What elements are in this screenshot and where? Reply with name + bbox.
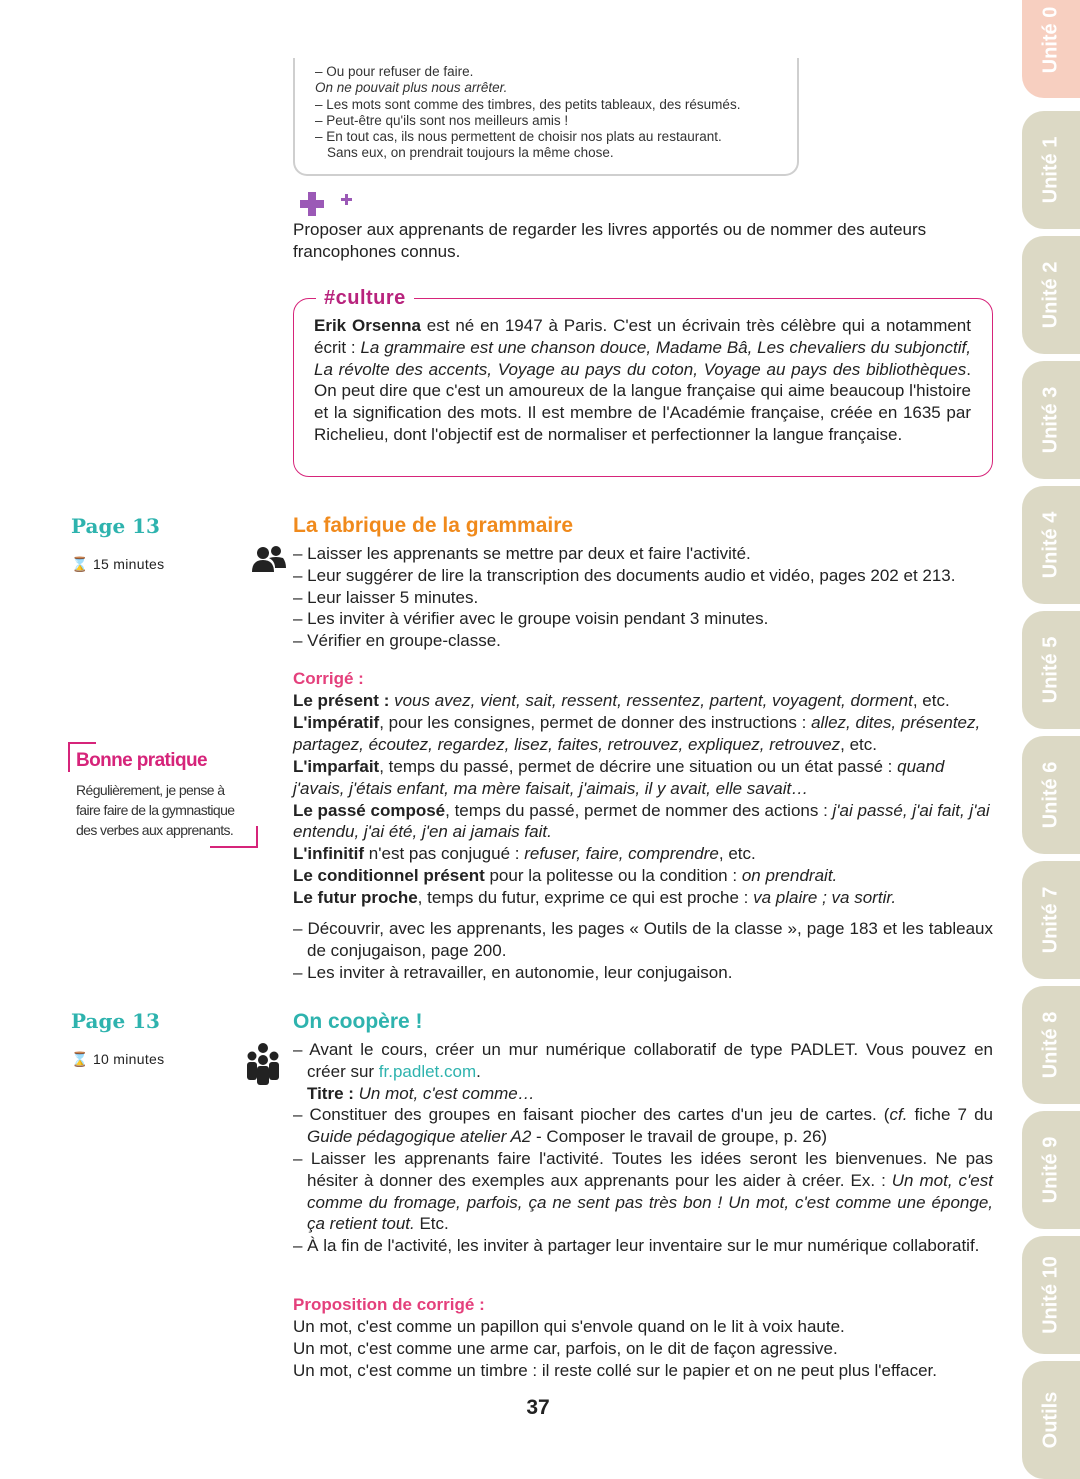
list-item bbox=[293, 1039, 993, 1083]
tab-label: Unité 0 bbox=[1039, 6, 1062, 74]
list-item: – Leur suggérer de lire la transcription des documents audio et vidéo, pages 202 et 213. bbox=[293, 565, 956, 585]
text: , temps du passé, permet de décrire une situation ou un état passé : bbox=[379, 756, 898, 776]
example-text: La grammaire est une chanson douce, Madame Bâ, Les chevaliers du subjonctif, La révolte des accents, Voyage au pays du coton, Voyage au pays des bibliothèques bbox=[314, 337, 971, 379]
tab-label: Unité 3 bbox=[1039, 386, 1062, 454]
tab-unite-7[interactable] bbox=[1022, 861, 1080, 979]
list-item bbox=[293, 1104, 993, 1148]
step-text: – Avant le cours, créer un mur numérique collaboratif de type PADLET. Vous pouvez en créer sur bbox=[293, 1040, 993, 1081]
plus-small-icon bbox=[341, 194, 352, 205]
plus-icon bbox=[300, 192, 324, 216]
pair-icon bbox=[252, 546, 286, 577]
bonne-pratique-title: Bonne pratique bbox=[76, 750, 207, 771]
quote-line: – Les mots sont comme des timbres, des petits tableaux, des résumés. bbox=[315, 96, 741, 112]
tab-unite-2[interactable] bbox=[1022, 236, 1080, 354]
duration bbox=[71, 556, 164, 573]
quote-line: – Peut-être qu'ils sont nos meilleurs amis ! bbox=[315, 112, 569, 128]
text: pour la politesse ou la condition : bbox=[484, 866, 742, 886]
corrige-item bbox=[293, 690, 993, 712]
tab-label: Unité 1 bbox=[1039, 136, 1062, 204]
bold-term: L'infinitif bbox=[293, 844, 365, 864]
corrige-item bbox=[293, 800, 993, 844]
page-number: 37 bbox=[526, 1396, 550, 1419]
text: , etc. bbox=[840, 734, 877, 754]
bold-term: Le conditionnel présent bbox=[293, 866, 485, 886]
text: , pour les consignes, permet de donner des instructions : bbox=[379, 712, 812, 732]
text: - Composer le travail de groupe, p. 26) bbox=[531, 1127, 828, 1147]
example-text: quand j'avais, j'étais enfant, ma mère faisait, j'aimais, il y avait, elle savait… bbox=[293, 756, 945, 798]
text: n'est pas conjugué : bbox=[364, 844, 525, 864]
text: est né en 1947 à Paris. C'est un écrivain très célèbre qui a notamment écrit : bbox=[314, 316, 971, 357]
tab-label: Unité 2 bbox=[1039, 261, 1062, 329]
list-item: – À la fin de l'activité, les inviter à partager leur inventaire sur le mur numérique collaboratif. bbox=[293, 1236, 980, 1256]
proposition-item: Un mot, c'est comme un papillon qui s'envole quand on le lit à voix haute. bbox=[293, 1317, 845, 1336]
example-text: cf. bbox=[889, 1105, 908, 1125]
tab-unite-10[interactable] bbox=[1022, 1236, 1080, 1354]
followup-list bbox=[293, 918, 993, 983]
bold-term: Erik Orsenna bbox=[314, 316, 421, 335]
culture-body bbox=[314, 316, 971, 444]
quote-line: – En tout cas, ils nous permettent de choisir nos plats au restaurant. bbox=[315, 129, 722, 145]
tab-label: Unité 6 bbox=[1039, 761, 1062, 829]
text: , temps du passé, permet de nommer des actions : bbox=[445, 800, 833, 820]
tab-unite-0[interactable] bbox=[1022, 0, 1080, 98]
hourglass-icon: ⌛ bbox=[71, 556, 89, 572]
tab-outils[interactable] bbox=[1022, 1361, 1080, 1479]
quote-line: On ne pouvait plus nous arrêter. bbox=[315, 80, 508, 96]
example-text: allez, dites, présentez, partagez, écoutez, regardez, lisez, faites, retrouvez, expliquez, retrouvez bbox=[293, 712, 981, 754]
titre-value: Un mot, c'est comme… bbox=[353, 1083, 535, 1103]
bold-term: L'imparfait bbox=[293, 756, 380, 776]
bold-term: Le passé composé bbox=[293, 800, 446, 820]
example-text: va plaire ; va sortir. bbox=[753, 888, 897, 908]
example-text: vous avez, vient, sait, ressent, ressentez, partent, voyagent, dorment bbox=[389, 691, 913, 710]
proposition-label: Proposition de corrigé : bbox=[293, 1295, 485, 1314]
example-text: on prendrait. bbox=[741, 866, 838, 886]
tab-unite-1[interactable] bbox=[1022, 111, 1080, 229]
bonne-pratique-text: Régulièrement, je pense à faire faire de la gymnastique des verbes aux apprenants. bbox=[76, 782, 235, 838]
section-title: On coopère ! bbox=[293, 1010, 423, 1033]
text: , etc. bbox=[912, 691, 950, 710]
bonne-pratique-box bbox=[68, 742, 258, 848]
list-item: – Vérifier en groupe-classe. bbox=[293, 631, 501, 651]
text: , etc. bbox=[718, 844, 756, 864]
corrige-item bbox=[293, 756, 993, 800]
tab-unite-4[interactable] bbox=[1022, 486, 1080, 604]
group-icon bbox=[246, 1043, 280, 1090]
tab-unite-6[interactable] bbox=[1022, 736, 1080, 854]
tab-unite-5[interactable] bbox=[1022, 611, 1080, 729]
corrige-label: Corrigé : bbox=[293, 669, 364, 688]
page-reference: Page 13 bbox=[71, 514, 160, 538]
example-text: Un mot, c'est comme du fromage, parfois, ça ne sent pas très bon ! Un mot, c'est comme une éponge, ça retient tout. bbox=[307, 1170, 993, 1234]
coop-steps bbox=[293, 1039, 993, 1257]
list-item: – Découvrir, avec les apprenants, les pages « Outils de la classe », page 183 et les tableaux de conjugaison, page 200. bbox=[293, 919, 993, 960]
proposition-list bbox=[293, 1316, 993, 1382]
tab-label: Unité 5 bbox=[1039, 636, 1062, 704]
hourglass-icon: ⌛ bbox=[71, 1051, 89, 1067]
example-text: j'ai passé, j'ai fait, j'ai entendu, j'ai été, j'en ai jamais fait. bbox=[293, 800, 990, 842]
culture-title: #culture bbox=[316, 287, 414, 310]
tab-label: Unité 10 bbox=[1039, 1256, 1062, 1334]
text: , temps du futur, exprime ce qui est proche : bbox=[417, 888, 754, 908]
corrige-item bbox=[293, 712, 993, 756]
titre-label: Titre : bbox=[307, 1083, 354, 1103]
culture-box bbox=[293, 298, 993, 477]
corrige-item bbox=[293, 843, 993, 865]
text: . On peut dire que c'est un amoureux de la langue française qui aime beaucoup l'histoire et la signification des mots. Il est membre de l'Académie française, créée en 1635 par Richelieu, dont l'objectif est de normaliser et perfectionner la langue française. bbox=[314, 359, 971, 444]
text: – Constituer des groupes en faisant piocher des cartes d'un jeu de cartes. ( bbox=[293, 1105, 890, 1125]
corrige-item bbox=[293, 865, 993, 887]
tab-unite-9[interactable] bbox=[1022, 1111, 1080, 1229]
bold-term: L'impératif bbox=[293, 712, 380, 732]
quote-line: – Ou pour refuser de faire. bbox=[315, 64, 474, 79]
example-text: refuser, faire, comprendre bbox=[524, 844, 719, 864]
tab-unite-8[interactable] bbox=[1022, 986, 1080, 1104]
list-item bbox=[293, 1148, 993, 1235]
text: Etc. bbox=[414, 1214, 449, 1234]
list-item: – Les inviter à vérifier avec le groupe voisin pendant 3 minutes. bbox=[293, 609, 769, 629]
punct: . bbox=[476, 1061, 481, 1081]
corrige-list bbox=[293, 690, 993, 909]
text: fiche 7 du bbox=[907, 1105, 994, 1125]
padlet-link[interactable]: fr.padlet.com bbox=[378, 1061, 477, 1081]
duration bbox=[71, 1051, 164, 1068]
tab-label: Outils bbox=[1039, 1391, 1062, 1449]
tab-label: Unité 4 bbox=[1039, 511, 1062, 579]
corrige-item bbox=[293, 887, 993, 909]
tab-label: Unité 9 bbox=[1039, 1136, 1062, 1204]
example-text: Guide pédagogique atelier A2 bbox=[307, 1127, 532, 1147]
quote-box bbox=[293, 58, 799, 176]
list-item: – Les inviter à retravailler, en autonomie, leur conjugaison. bbox=[293, 962, 733, 982]
text: – Laisser les apprenants faire l'activité. Toutes les idées seront les bienvenues. Ne pas hésiter à donner des exemples aux apprenants pour les aider à créer. Ex. : bbox=[293, 1148, 993, 1190]
quote-line: Sans eux, on prendrait toujours la même chose. bbox=[327, 145, 614, 161]
plus-text: Proposer aux apprenants de regarder les livres apportés ou de nommer des auteurs francophones connus. bbox=[293, 220, 927, 261]
page-reference: Page 13 bbox=[71, 1009, 160, 1033]
duration-text: 15 minutes bbox=[92, 556, 165, 572]
titre-line bbox=[293, 1083, 993, 1105]
duration-text: 10 minutes bbox=[92, 1051, 165, 1067]
tab-label: Unité 7 bbox=[1039, 886, 1062, 954]
tab-unite-3[interactable] bbox=[1022, 361, 1080, 479]
section-title: La fabrique de la grammaire bbox=[293, 514, 574, 537]
list-item: – Laisser les apprenants se mettre par deux et faire l'activité. bbox=[293, 544, 751, 563]
bold-term: Le présent : bbox=[293, 691, 390, 710]
proposition-item: Un mot, c'est comme un timbre : il reste collé sur le papier et on ne peut plus l'effacer. bbox=[293, 1360, 937, 1380]
bold-term: Le futur proche bbox=[293, 888, 418, 908]
steps-list bbox=[293, 543, 993, 652]
list-item: – Leur laisser 5 minutes. bbox=[293, 587, 479, 607]
tab-label: Unité 8 bbox=[1039, 1011, 1062, 1079]
proposition-item: Un mot, c'est comme une arme car, parfois, on le dit de façon agressive. bbox=[293, 1338, 838, 1358]
